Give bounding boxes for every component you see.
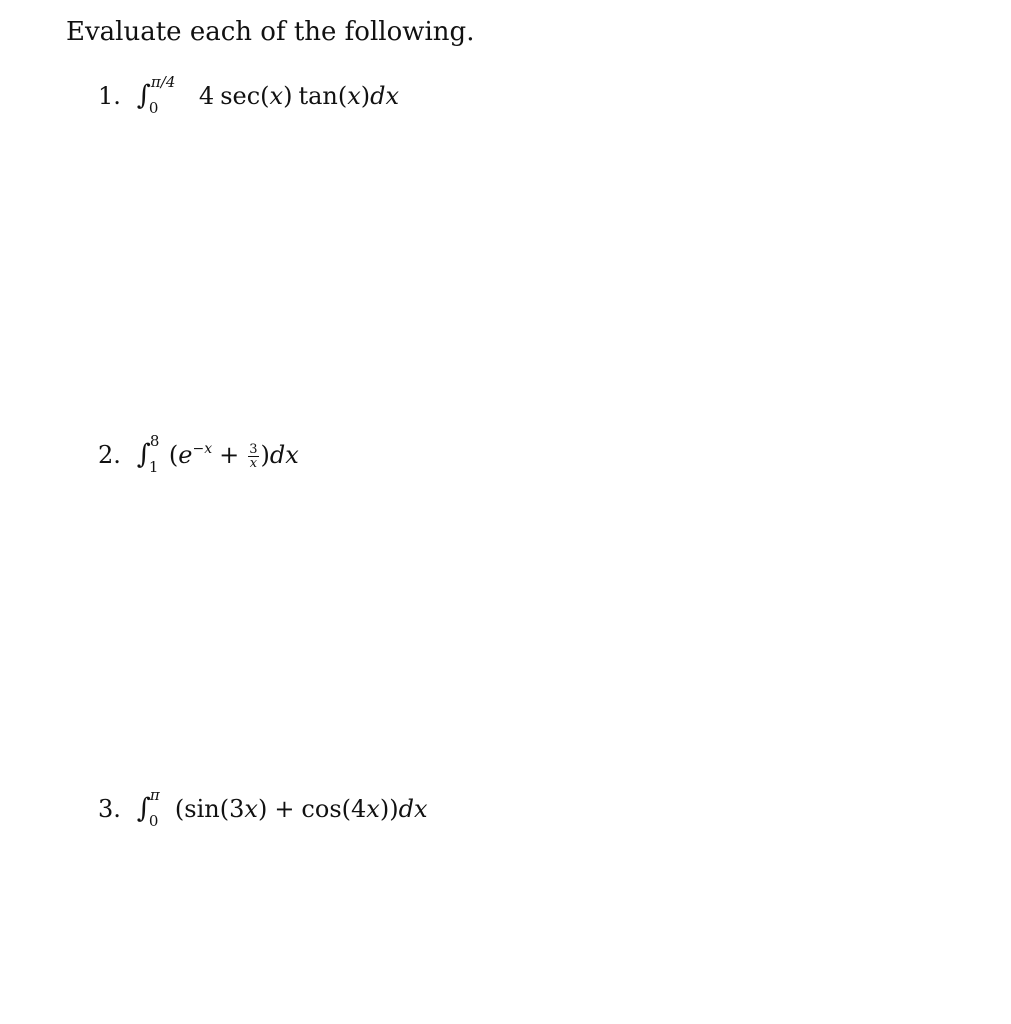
integral-sign: ∫ π 0 xyxy=(136,786,160,830)
integrand: 4 sec(x) tan(x)dx xyxy=(198,82,400,110)
integrand: ($e^{-x}$ + $\frac{3}{x}$ )dx xyxy=(168,440,299,471)
problem-number: 3. xyxy=(98,795,121,823)
fraction: $\frac{3}{x}$ xyxy=(249,441,258,471)
problem-1 xyxy=(98,74,399,118)
upper-limit: π xyxy=(149,786,160,804)
integral-expression xyxy=(136,432,299,476)
upper-limit: π/4 xyxy=(150,73,176,91)
problem-number: 1. xyxy=(98,82,121,110)
problem-3 xyxy=(98,787,428,831)
integral-sign: ∫ 8 1 xyxy=(136,432,160,476)
problem-2 xyxy=(98,433,299,477)
lower-limit: 0 xyxy=(148,812,159,830)
lower-limit: 0 xyxy=(148,99,159,117)
integral-expression xyxy=(136,786,428,830)
instruction-heading: Evaluate each of the following. xyxy=(66,17,475,47)
integrand: (sin(3x) + cos(4x))dx xyxy=(174,795,428,823)
integral-expression xyxy=(136,73,400,117)
problem-number: 2. xyxy=(98,441,121,469)
lower-limit: 1 xyxy=(148,458,159,476)
integral-sign: ∫ π/4 0 xyxy=(136,73,176,117)
upper-limit: 8 xyxy=(149,432,160,450)
